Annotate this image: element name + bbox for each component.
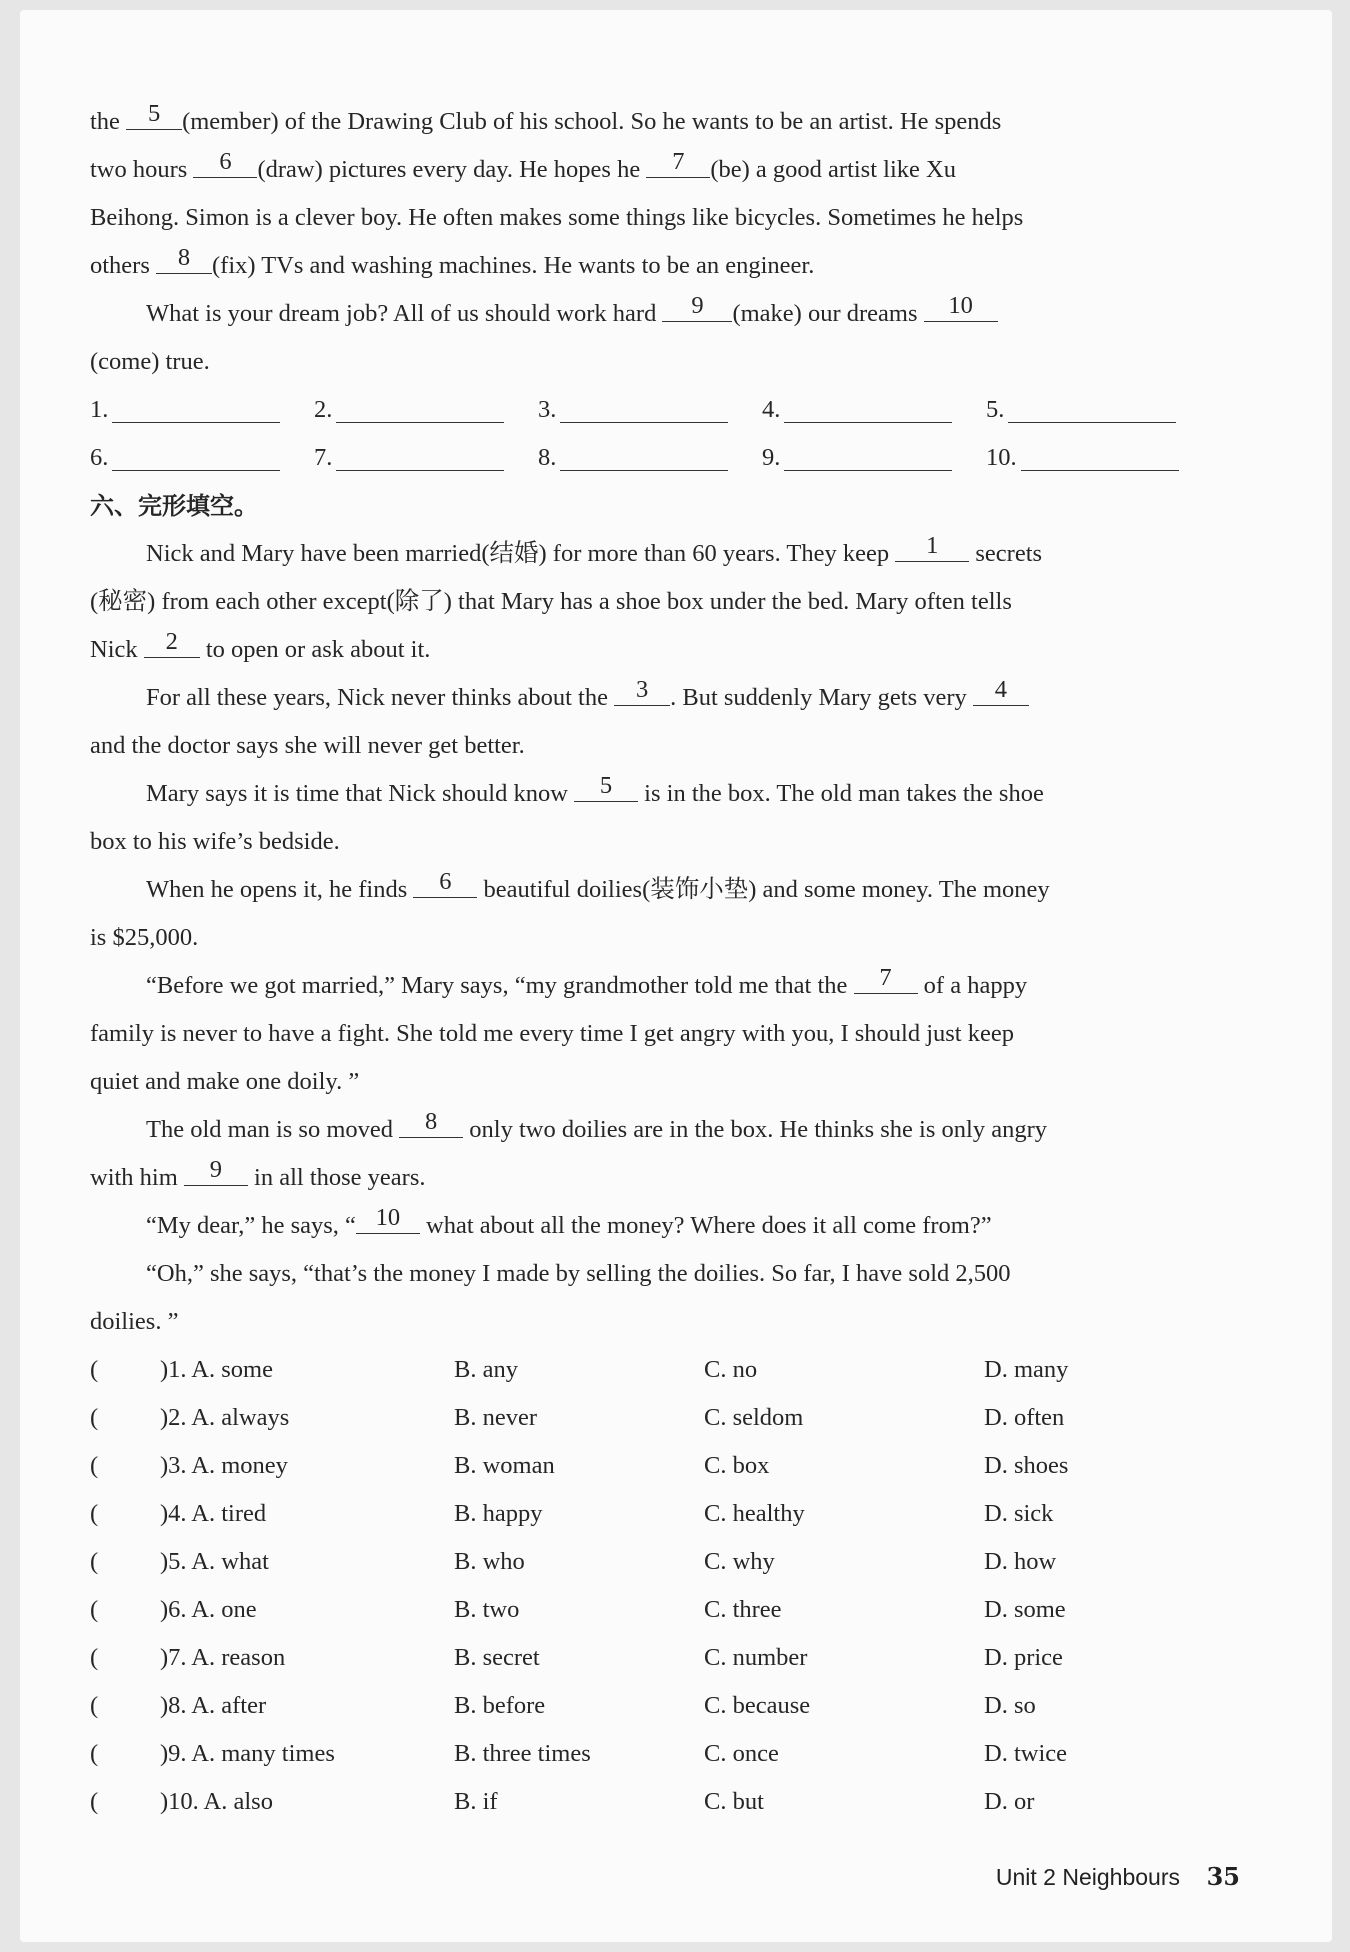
option-b: B. if — [454, 1788, 498, 1815]
blank-10: 10 — [924, 291, 998, 322]
cloze-blank-2: 2 — [144, 627, 200, 658]
choice-row — [90, 1394, 1242, 1442]
answer-slot[interactable]: 6. — [90, 434, 314, 482]
option-b: B. before — [454, 1692, 546, 1719]
passage-line: doilies. ” — [90, 1308, 179, 1335]
choice-row — [90, 1730, 1242, 1778]
passage-line: Nick 2 to open or ask about it. — [90, 628, 431, 663]
option-b: B. never — [454, 1404, 537, 1431]
choice-row — [90, 1634, 1242, 1682]
option-b: B. secret — [454, 1644, 540, 1671]
choice-row — [90, 1586, 1242, 1634]
option-d: D. sick — [984, 1500, 1054, 1527]
passage-line: box to his wife’s bedside. — [90, 828, 340, 855]
answer-paren[interactable]: ( — [90, 1788, 99, 1815]
blank-6: 6 — [193, 147, 257, 178]
option-d: D. often — [984, 1404, 1065, 1431]
blank-9: 9 — [662, 291, 732, 322]
passage-line: For all these years, Nick never thinks about the 3 . But suddenly Mary gets very 4 — [90, 674, 1242, 722]
cloze-blank-4: 4 — [973, 675, 1029, 706]
passage-line: with him 9 in all those years. — [90, 1156, 426, 1191]
cloze-blank-1: 1 — [895, 531, 969, 562]
answer-row — [90, 386, 1242, 434]
cloze-blank-10: 10 — [356, 1203, 420, 1234]
passage-line: two hours 6 (draw) pictures every day. He hopes he 7 (be) a good artist like Xu — [90, 148, 956, 183]
option-d: D. many — [984, 1356, 1069, 1383]
option-d: D. how — [984, 1548, 1057, 1575]
blank-7: 7 — [646, 147, 710, 178]
option-d: D. some — [984, 1596, 1066, 1623]
option-a: )1. A. some — [160, 1356, 273, 1383]
answer-paren[interactable]: ( — [90, 1452, 99, 1479]
option-a: )10. A. also — [160, 1788, 273, 1815]
passage-line: (come) true. — [90, 348, 210, 375]
option-a: )6. A. one — [160, 1596, 257, 1623]
answer-paren[interactable]: ( — [90, 1500, 99, 1527]
passage-line: “Before we got married,” Mary says, “my grandmother told me that the 7 of a happy — [146, 964, 1028, 999]
option-c: C. three — [704, 1596, 782, 1623]
option-c: C. no — [704, 1356, 758, 1383]
option-c: C. seldom — [704, 1404, 804, 1431]
passage-line: is $25,000. — [90, 924, 199, 951]
option-d: D. or — [984, 1788, 1035, 1815]
answer-slot[interactable]: 4. — [762, 386, 986, 434]
page-content — [90, 98, 1242, 1826]
answer-slot[interactable]: 3. — [538, 386, 762, 434]
option-b: B. happy — [454, 1500, 543, 1527]
option-c: C. because — [704, 1692, 811, 1719]
option-a: )9. A. many times — [160, 1740, 335, 1767]
option-d: D. twice — [984, 1740, 1067, 1767]
option-a: )2. A. always — [160, 1404, 290, 1431]
option-b: B. three times — [454, 1740, 591, 1767]
option-c: C. healthy — [704, 1500, 805, 1527]
passage-line: When he opens it, he finds 6 beautiful doilies(装饰小垫) and some money. The money — [146, 868, 1050, 903]
unit-label: Unit 2 Neighbours — [995, 1864, 1180, 1890]
option-d: D. price — [984, 1644, 1063, 1671]
cloze-blank-8: 8 — [399, 1107, 463, 1138]
passage-line: Mary says it is time that Nick should know 5 is in the box. The old man takes the shoe — [146, 772, 1044, 807]
option-b: B. woman — [454, 1452, 555, 1479]
cloze-blank-9: 9 — [184, 1155, 248, 1186]
option-a: )7. A. reason — [160, 1644, 286, 1671]
passage-line: family is never to have a fight. She told me every time I get angry with you, I should just keep — [90, 1020, 1014, 1047]
option-a: )8. A. after — [160, 1692, 267, 1719]
option-b: B. two — [454, 1596, 520, 1623]
choice-row — [90, 1682, 1242, 1730]
passage-line: Beihong. Simon is a clever boy. He often makes some things like bicycles. Sometimes he helps — [90, 204, 1024, 231]
blank-8: 8 — [156, 243, 212, 274]
option-c: C. but — [704, 1788, 764, 1815]
cloze-blank-7: 7 — [854, 963, 918, 994]
page-footer — [0, 1864, 1350, 1904]
blank-5: 5 — [126, 99, 182, 130]
option-c: C. box — [704, 1452, 770, 1479]
choice-row — [90, 1490, 1242, 1538]
option-d: D. so — [984, 1692, 1036, 1719]
choice-row — [90, 1346, 1242, 1394]
answer-paren[interactable]: ( — [90, 1356, 99, 1383]
answer-row — [90, 434, 1242, 482]
answer-paren[interactable]: ( — [90, 1548, 99, 1575]
choice-row — [90, 1778, 1242, 1826]
passage-line: Nick and Mary have been married(结婚) for more than 60 years. They keep 1 secrets — [146, 532, 1043, 567]
choice-row — [90, 1538, 1242, 1586]
passage-line: What is your dream job? All of us should work hard 9 (make) our dreams 10 — [90, 290, 1242, 338]
answer-paren[interactable]: ( — [90, 1740, 99, 1767]
option-c: C. why — [704, 1548, 775, 1575]
cloze-blank-3: 3 — [614, 675, 670, 706]
passage-line: The old man is so moved 8 only two doilies are in the box. He thinks she is only angry — [146, 1108, 1047, 1143]
option-a: )3. A. money — [160, 1452, 288, 1479]
answer-slot[interactable]: 10. — [986, 434, 1210, 482]
option-b: B. any — [454, 1356, 518, 1383]
passage-line: quiet and make one doily. ” — [90, 1068, 360, 1095]
choice-row — [90, 1442, 1242, 1490]
answer-slot[interactable]: 7. — [314, 434, 538, 482]
answer-slot[interactable]: 9. — [762, 434, 986, 482]
cloze-blank-5: 5 — [574, 771, 638, 802]
page-number: 35 — [1206, 1862, 1240, 1891]
passage-line: the 5 (member) of the Drawing Club of his school. So he wants to be an artist. He spends — [90, 100, 1002, 135]
passage-line: “Oh,” she says, “that’s the money I made by selling the doilies. So far, I have sold 2,500 — [146, 1260, 1011, 1287]
answer-paren[interactable]: ( — [90, 1644, 99, 1671]
answer-paren[interactable]: ( — [90, 1596, 99, 1623]
option-a: )5. A. what — [160, 1548, 269, 1575]
option-c: C. once — [704, 1740, 779, 1767]
option-b: B. who — [454, 1548, 525, 1575]
option-a: )4. A. tired — [160, 1500, 267, 1527]
answer-slot[interactable]: 8. — [538, 434, 762, 482]
answer-paren[interactable]: ( — [90, 1404, 99, 1431]
option-c: C. number — [704, 1644, 808, 1671]
answer-paren[interactable]: ( — [90, 1692, 99, 1719]
answer-slot[interactable]: 1. — [90, 386, 314, 434]
option-d: D. shoes — [984, 1452, 1069, 1479]
section-title: 六、完形填空。 — [90, 492, 258, 520]
passage-line: “My dear,” he says, “ 10 what about all the money? Where does it all come from?” — [146, 1204, 992, 1239]
passage-line: and the doctor says she will never get better. — [90, 732, 525, 759]
cloze-blank-6: 6 — [413, 867, 477, 898]
answer-slot[interactable]: 5. — [986, 386, 1210, 434]
passage-line: others 8 (fix) TVs and washing machines. He wants to be an engineer. — [90, 244, 815, 279]
passage-line: (秘密) from each other except(除了) that Mary has a shoe box under the bed. Mary often tells — [90, 588, 1012, 615]
answer-slot[interactable]: 2. — [314, 386, 538, 434]
